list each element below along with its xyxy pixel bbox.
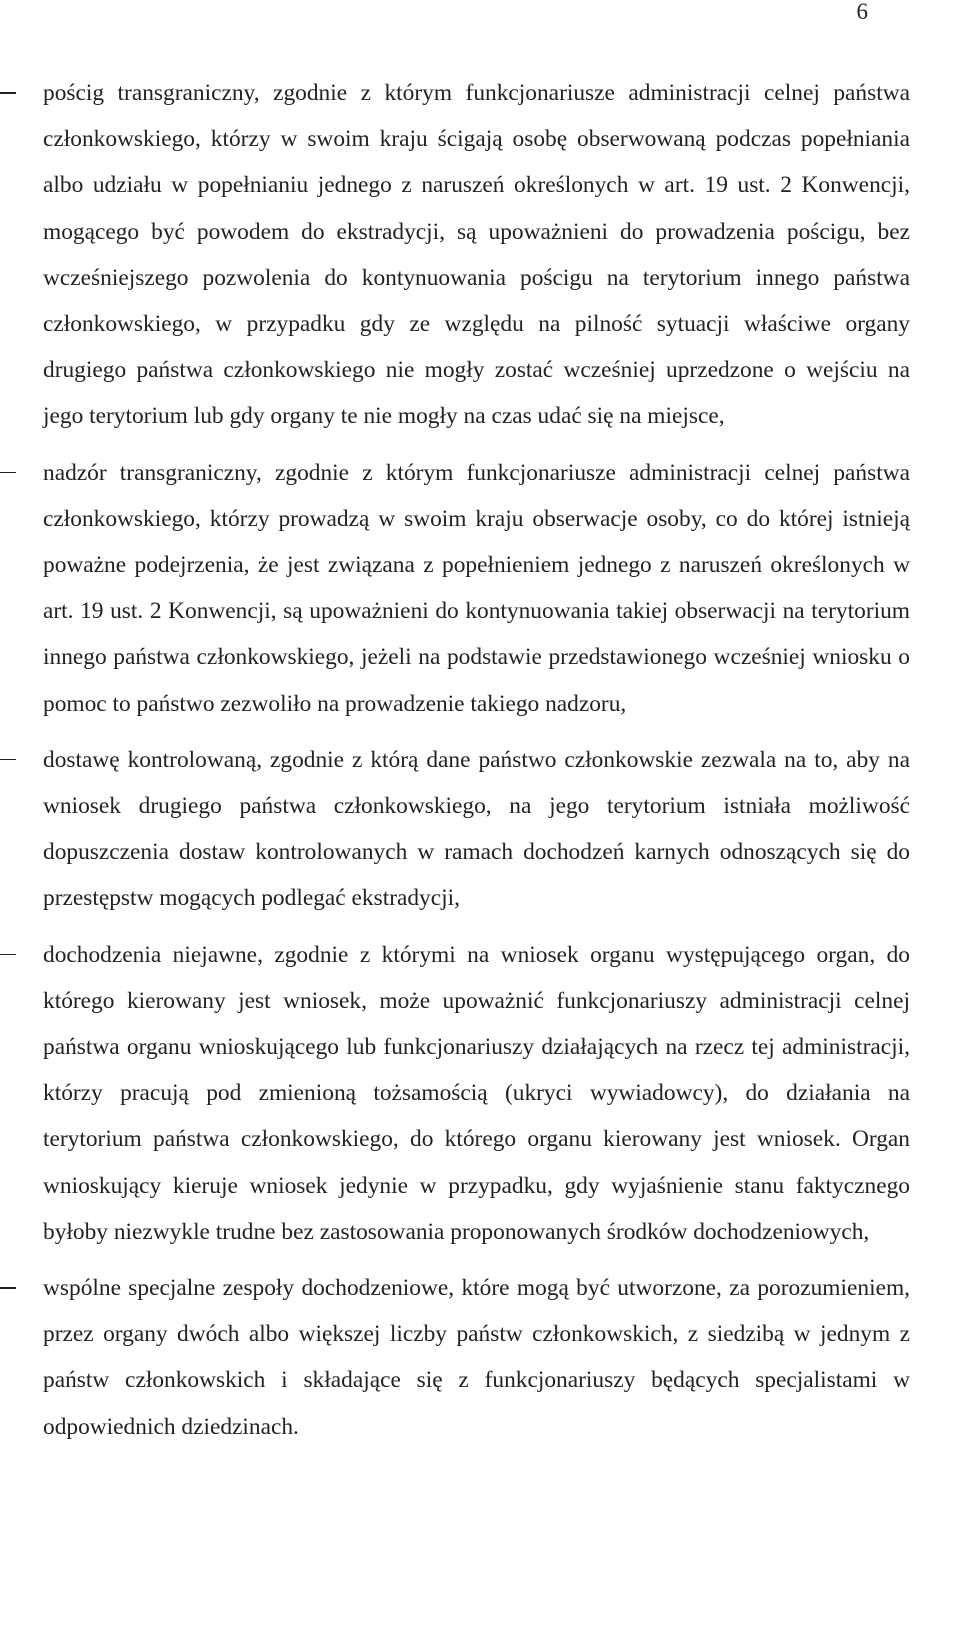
list-item xyxy=(0,1265,910,1450)
list-item xyxy=(0,70,910,440)
list-item-text: dostawę kontrolowaną, zgodnie z którą dane państwo członkowskie zezwala na to, aby na wniosek drugiego państwa członkowskiego, na jego terytorium istniała możliwość dopuszczenia dostaw kontrolowanych w ramach dochodzeń karnych odnoszących się do przestępstw mogących podlegać ekstradycji, xyxy=(43,746,910,912)
page-number: 6 xyxy=(856,0,868,24)
list-item xyxy=(0,932,910,1255)
dash-bullet-icon xyxy=(0,1287,16,1289)
list-item-text: pościg transgraniczny, zgodnie z którym funkcjonariusze administracji celnej państwa członkowskiego, którzy w swoim kraju ścigają osobę obserwowaną podczas popełniania albo udziału w popełnianiu jednego z naruszeń określonych w art. 19 ust. 2 Konwencji, mogącego być powodem do ekstradycji, są upoważnieni do prowadzenia pościgu, bez wcześniejszego pozwolenia do kontynuowania pościgu na terytorium innego państwa członkowskiego, w przypadku gdy ze względu na pilność sytuacji właściwe organy drugiego państwa członkowskiego nie mogły zostać wcześniej uprzedzone o wejściu na jego terytorium lub gdy organy te nie mogły na czas udać się na miejsce, xyxy=(43,80,910,430)
dash-bullet-icon xyxy=(0,472,16,474)
dash-bullet-icon xyxy=(0,954,16,956)
list-item xyxy=(0,450,910,727)
list-item-text: nadzór transgraniczny, zgodnie z którym funkcjonariusze administracji celnej państwa członkowskiego, którzy prowadzą w swoim kraju obserwacje osoby, co do której istnieją poważne podejrzenia, że jest związana z popełnieniem jednego z naruszeń określonych w art. 19 ust. 2 Konwencji, są upoważnieni do kontynuowania takiej obserwacji na terytorium innego państwa członkowskiego, jeżeli na podstawie przedstawionego wcześniej wniosku o pomoc to państwo zezwoliło na prowadzenie takiego nadzoru, xyxy=(43,459,910,717)
dash-bullet-icon xyxy=(0,759,16,761)
list-item-text: dochodzenia niejawne, zgodnie z którymi na wniosek organu występującego organ, do którego kierowany jest wniosek, może upoważnić funkcjonariuszy administracji celnej państwa organu wnioskującego lub funkcjonariuszy działających na rzecz tej administracji, którzy pracują pod zmienioną tożsamością (ukryci wywiadowcy), do działania na terytorium państwa członkowskiego, do którego organu kierowany jest wniosek. Organ wnioskujący kieruje wniosek jedynie w przypadku, gdy wyjaśnienie stanu faktycznego byłoby niezwykle trudne bez zastosowania proponowanych środków dochodzeniowych, xyxy=(43,941,910,1245)
document-body xyxy=(0,70,960,1460)
list-item-text: wspólne specjalne zespoły dochodzeniowe, które mogą być utworzone, za porozumieniem, przez organy dwóch albo większej liczby państw członkowskich, z siedzibą w jednym z państw członkowskich i składające się z funkcjonariuszy będących specjalistami w odpowiednich dziedzinach. xyxy=(43,1275,910,1440)
list-item xyxy=(0,737,910,922)
dash-bullet-icon xyxy=(0,92,16,94)
